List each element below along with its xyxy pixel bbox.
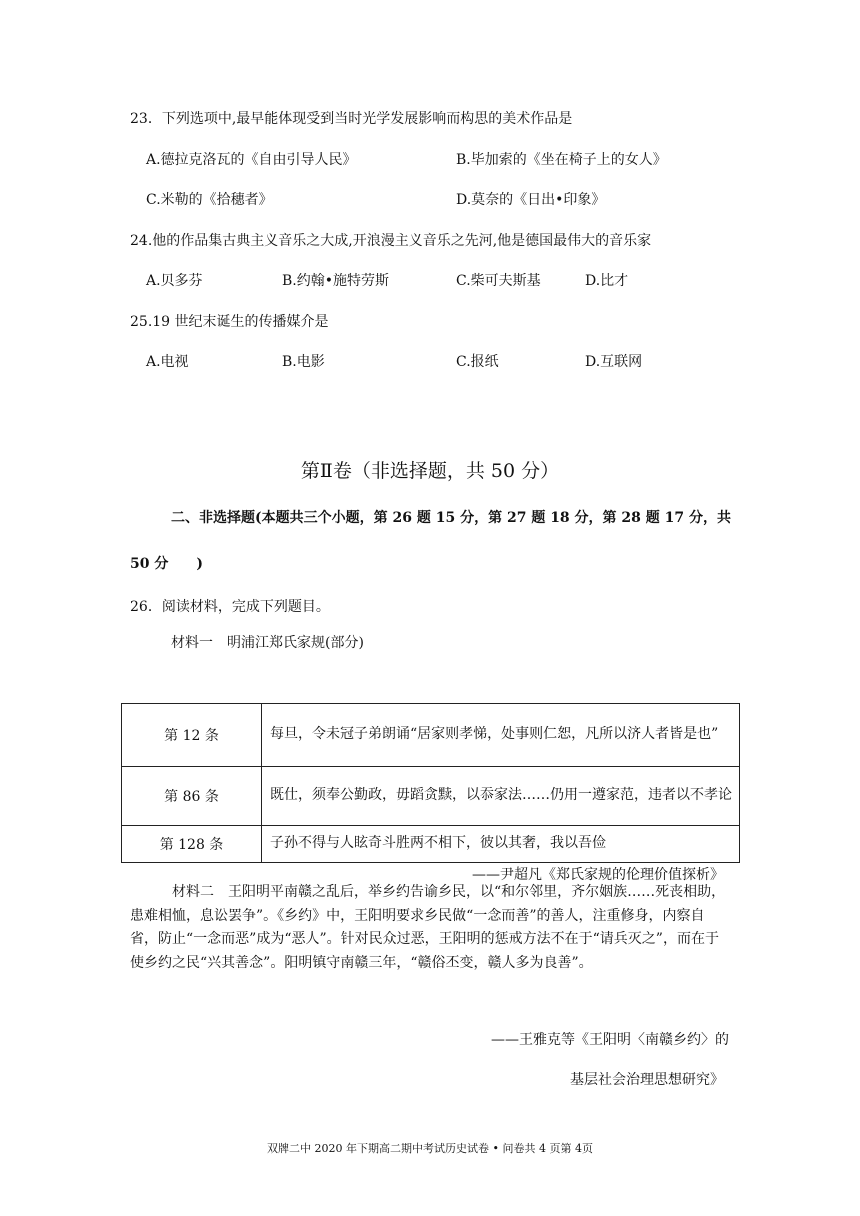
section-2-heading-cont: 50 分 ) (130, 556, 203, 572)
rule-number: 第 12 条 (122, 704, 262, 767)
rule-number: 第 86 条 (122, 767, 262, 826)
question-23-stem: 23．下列选项中,最早能体现受到当时光学发展影响而构思的美术作品是 (130, 111, 573, 127)
table-row (122, 704, 740, 767)
section-2-heading: 二、非选择题(本题共三个小题，第 26 题 15 分，第 27 题 18 分，第 28 题 17 分，共 (171, 510, 732, 526)
section-2-title: 第Ⅱ卷（非选择题，共 50 分） (300, 460, 560, 482)
rule-number: 第 128 条 (122, 826, 262, 863)
table-row (122, 826, 740, 863)
q24-option-d: D.比才 (585, 273, 629, 289)
question-24-stem: 24.他的作品集古典主义音乐之大成,开浪漫主义音乐之先河,他是德国最伟大的音乐家 (130, 233, 652, 249)
q23-option-d: D.莫奈的《日出•印象》 (456, 192, 606, 208)
rule-text: 子孙不得与人眩奇斗胜两不相下，彼以其奢，我以吾俭 (262, 826, 740, 863)
q25-option-b: B.电影 (282, 354, 325, 370)
q23-option-c: C.米勒的《拾穗者》 (146, 192, 273, 208)
material-2-source: ——王雅克等《王阳明〈南赣乡约〉的 (491, 1032, 729, 1048)
q23-option-a: A.德拉克洛瓦的《自由引导人民》 (146, 152, 357, 168)
rule-text: 既仕，须奉公勤政，毋蹈贪黩，以忝家法……仍用一遵家范，违者以不孝论 (262, 767, 740, 826)
q25-option-a: A.电视 (146, 354, 189, 370)
family-rules-table (121, 703, 740, 863)
q24-option-a: A.贝多芬 (146, 273, 203, 289)
q25-option-d: D.互联网 (585, 354, 643, 370)
page-footer: 双牌二中 2020 年下期高二期中考试历史试卷 • 问卷共 4 页第 4页 (267, 1142, 593, 1155)
question-25-stem: 25.19 世纪末诞生的传播媒介是 (130, 314, 329, 330)
material-1-source: ——尹超凡《郑氏家规的伦理价值探析》 (472, 867, 724, 883)
question-26-stem: 26．阅读材料，完成下列题目。 (130, 599, 330, 615)
rule-text: 每旦，令未冠子弟朗诵“居家则孝悌，处事则仁恕，凡所以济人者皆是也” (262, 704, 740, 767)
q23-option-b: B.毕加索的《坐在椅子上的女人》 (456, 152, 667, 168)
material-2-paragraph: 材料二 王阳明平南赣之乱后，举乡约告谕乡民，以“和尔邻里，齐尔姻族……死丧相助，患难相恤，息讼罢争”。《乡约》中，王阳明要求乡民做“一念而善”的善人，注重修身，内察自省，防止“一念而恶”成为“恶人”。针对民众过恶，王阳明的惩戒方法不在于“请兵灭之”，而在于使乡约之民“兴其善念”。阳明镇守南赣三年，“赣俗丕变，赣人多为良善”。 (130, 884, 726, 971)
table-row (122, 767, 740, 826)
material-2-source-cont: 基层社会治理思想研究》 (570, 1072, 724, 1088)
q24-option-b: B.约翰•施特劳斯 (282, 273, 389, 289)
material-1-title: 材料一 明浦江郑氏家规(部分) (171, 635, 364, 651)
q25-option-c: C.报纸 (456, 354, 499, 370)
q24-option-c: C.柴可夫斯基 (456, 273, 541, 289)
